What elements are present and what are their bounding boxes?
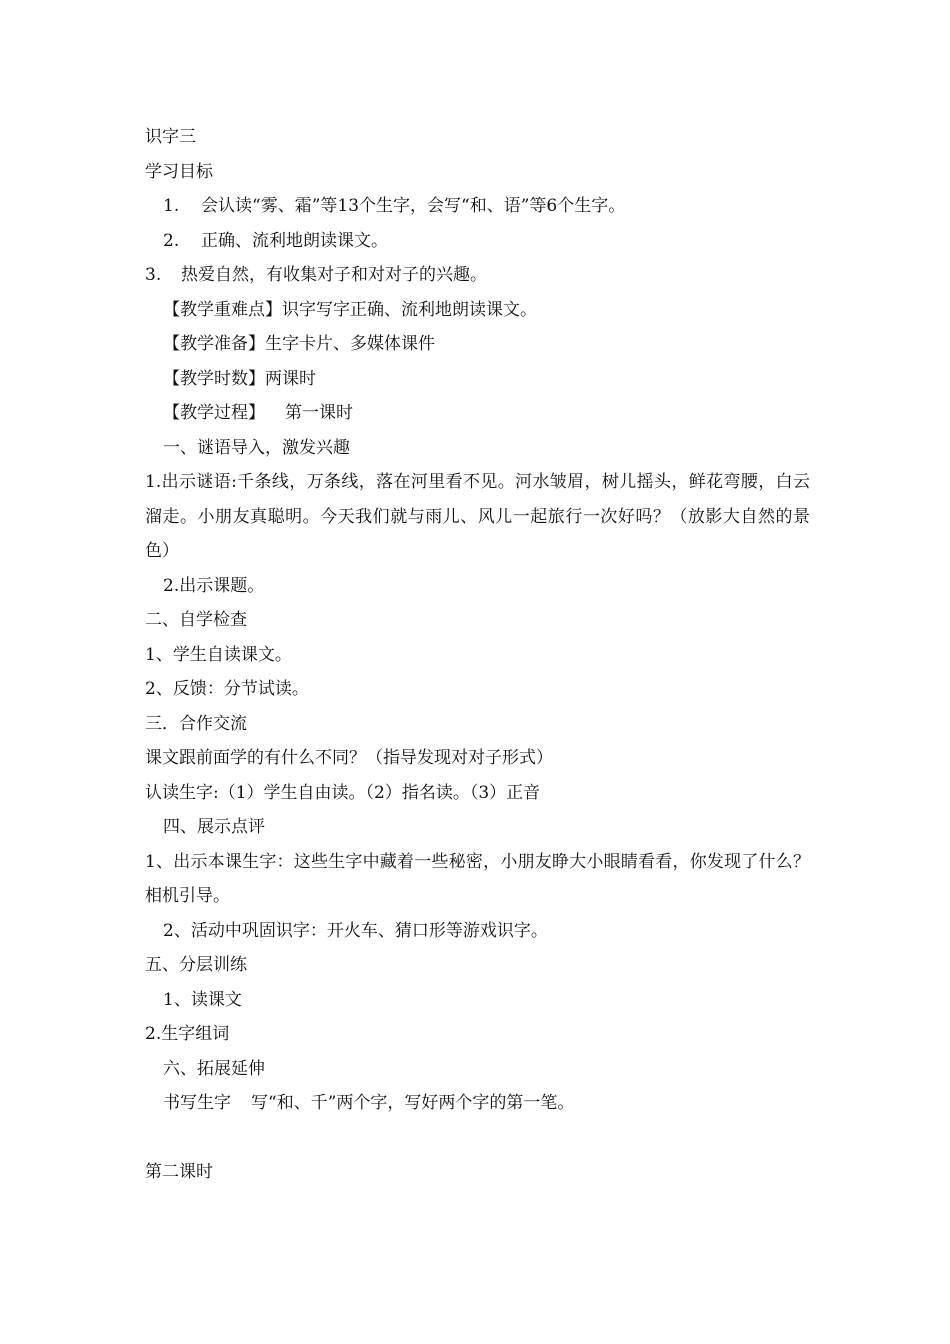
section-item: 2、反馈：分节试读。 [145, 679, 309, 699]
objective-number: 2. [163, 230, 180, 251]
objective-item [145, 189, 825, 224]
blank-line [145, 1121, 825, 1156]
section-item: 1、读课文 [163, 989, 242, 1010]
section-item: 1、学生自读课文。 [145, 644, 292, 665]
section-item [145, 1086, 825, 1121]
objective-item [145, 224, 825, 259]
objective-number: 3. [145, 265, 162, 285]
teaching-hours: 【教学时数】两课时 [163, 368, 316, 389]
section-item: 2、活动中巩固识字：开火车、猜口形等游戏识字。 [163, 920, 548, 941]
writing-task-label: 书写生字 [163, 1093, 231, 1113]
objectives-heading: 学习目标 [145, 161, 213, 182]
preparation: 【教学准备】生字卡片、多媒体课件 [163, 334, 435, 354]
key-points: 【教学重难点】识字写字正确、流利地朗读课文。 [163, 299, 537, 320]
process-label: 【教学过程】 [163, 403, 265, 423]
section-item: 2.出示课题。 [163, 575, 265, 596]
objective-number: 1. [163, 196, 180, 216]
section-heading: 二、自学检查 [145, 610, 247, 630]
section-heading: 三．合作交流 [145, 713, 247, 734]
document-title: 识字三 [145, 127, 196, 147]
lesson-two-heading: 第二课时 [145, 1162, 213, 1182]
process-lesson: 第一课时 [285, 403, 353, 423]
section-item: 课文跟前面学的有什么不同？（指导发现对对子形式） [145, 748, 553, 768]
teaching-process [145, 396, 825, 431]
section-paragraph: 1.出示谜语:千条线，万条线，落在河里看不见。河水皱眉，树儿摇头，鲜花弯腰，白云溜走。小朋友真聪明。今天我们就与雨儿、风儿一起旅行一次好吗？（放影大自然的景色） [145, 472, 810, 561]
section-item: 2.生字组词 [145, 1024, 230, 1044]
section-item: 认读生字:（1）学生自由读。（2）指名读。（3）正音 [145, 782, 541, 803]
section-heading: 一、谜语导入，激发兴趣 [163, 437, 350, 458]
section-heading: 五、分层训练 [145, 955, 247, 975]
section-paragraph: 1、出示本课生字：这些生字中藏着一些秘密，小朋友睁大小眼睛看看，你发现了什么？相机引导。 [145, 851, 810, 906]
objective-text: 会认读“雾、霜”等13个生字，会写“和、语”等6个生字。 [201, 196, 626, 216]
objective-text: 正确、流利地朗读课文。 [201, 230, 388, 251]
objective-item [145, 258, 825, 293]
section-heading: 四、展示点评 [163, 817, 265, 837]
document-page [145, 120, 825, 1190]
writing-task-text: 写“和、千”两个字，写好两个字的第一笔。 [251, 1093, 575, 1113]
objective-text: 热爱自然，有收集对子和对对子的兴趣。 [181, 265, 487, 285]
section-heading: 六、拓展延伸 [163, 1058, 265, 1079]
